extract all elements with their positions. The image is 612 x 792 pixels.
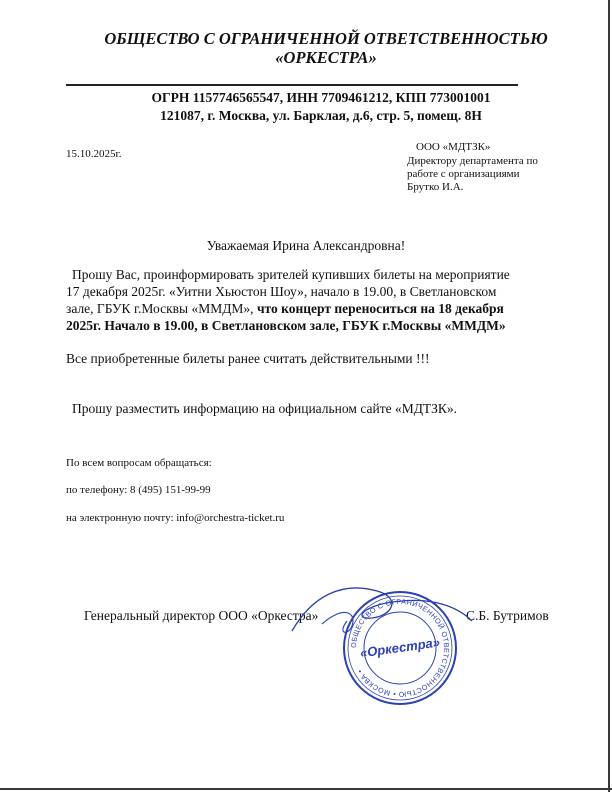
body-text: зале, ГБУК г.Москвы «ММДМ»,	[66, 301, 257, 316]
addressee-name: Брутко И.А.	[407, 181, 464, 193]
contact-email: на электронную почту: info@orchestra-ticket.ru	[66, 512, 285, 524]
greeting: Уважаемая Ирина Александровна!	[206, 238, 406, 253]
company-address: 121087, г. Москва, ул. Барклая, д.6, стр. 5, помещ. 8Н	[160, 108, 482, 123]
stamp-ring-text: ОБЩЕСТВО С ОГРАНИЧЕННОЙ ОТВЕТСТВЕННОСТЬЮ • МОСКВА •	[348, 596, 452, 700]
addressee-position: Директору департамента по	[407, 155, 538, 167]
body-line: Все приобретенные билеты ранее считать действительными !!!	[66, 351, 430, 366]
letter-date: 15.10.2025г.	[66, 148, 122, 160]
company-name-line2: «ОРКЕСТРА»	[275, 48, 377, 67]
body-line: Прошу Вас, проинформировать зрителей купивших билеты на мероприятие	[72, 267, 510, 282]
letterhead-divider	[66, 84, 518, 86]
body-line	[66, 300, 504, 317]
page-edge-bottom	[0, 788, 612, 790]
addressee-org: ООО «МДТЗК»	[416, 141, 491, 153]
company-requisites: ОГРН 1157746565547, ИНН 7709461212, КПП 773001001	[151, 90, 491, 105]
company-stamp	[340, 588, 460, 708]
company-name-line1: ОБЩЕСТВО С ОГРАНИЧЕННОЙ ОТВЕТСТВЕННОСТЬЮ	[104, 29, 548, 48]
signatory-title: Генеральный директор ООО «Оркестра»	[84, 608, 319, 623]
body-emphasis: что концерт переноситься на 18 декабря	[256, 301, 504, 316]
contacts-intro: По всем вопросам обращаться:	[66, 457, 212, 469]
body-line: Прошу разместить информацию на официальном сайте «МДТЗК».	[72, 401, 458, 416]
page-edge-right	[608, 0, 610, 792]
addressee-department: работе с организациями	[407, 168, 520, 180]
signatory-name: С.Б. Бутримов	[466, 608, 549, 623]
contact-phone: по телефону: 8 (495) 151-99-99	[66, 484, 211, 496]
body-emphasis-line: 2025г. Начало в 19.00, в Светлановском зале, ГБУК г.Москвы «ММДМ»	[66, 318, 506, 333]
stamp-center-text: «Оркестра»	[359, 634, 441, 661]
body-line: 17 декабря 2025г. «Уитни Хьюстон Шоу», начало в 19.00, в Светлановском	[66, 284, 497, 299]
